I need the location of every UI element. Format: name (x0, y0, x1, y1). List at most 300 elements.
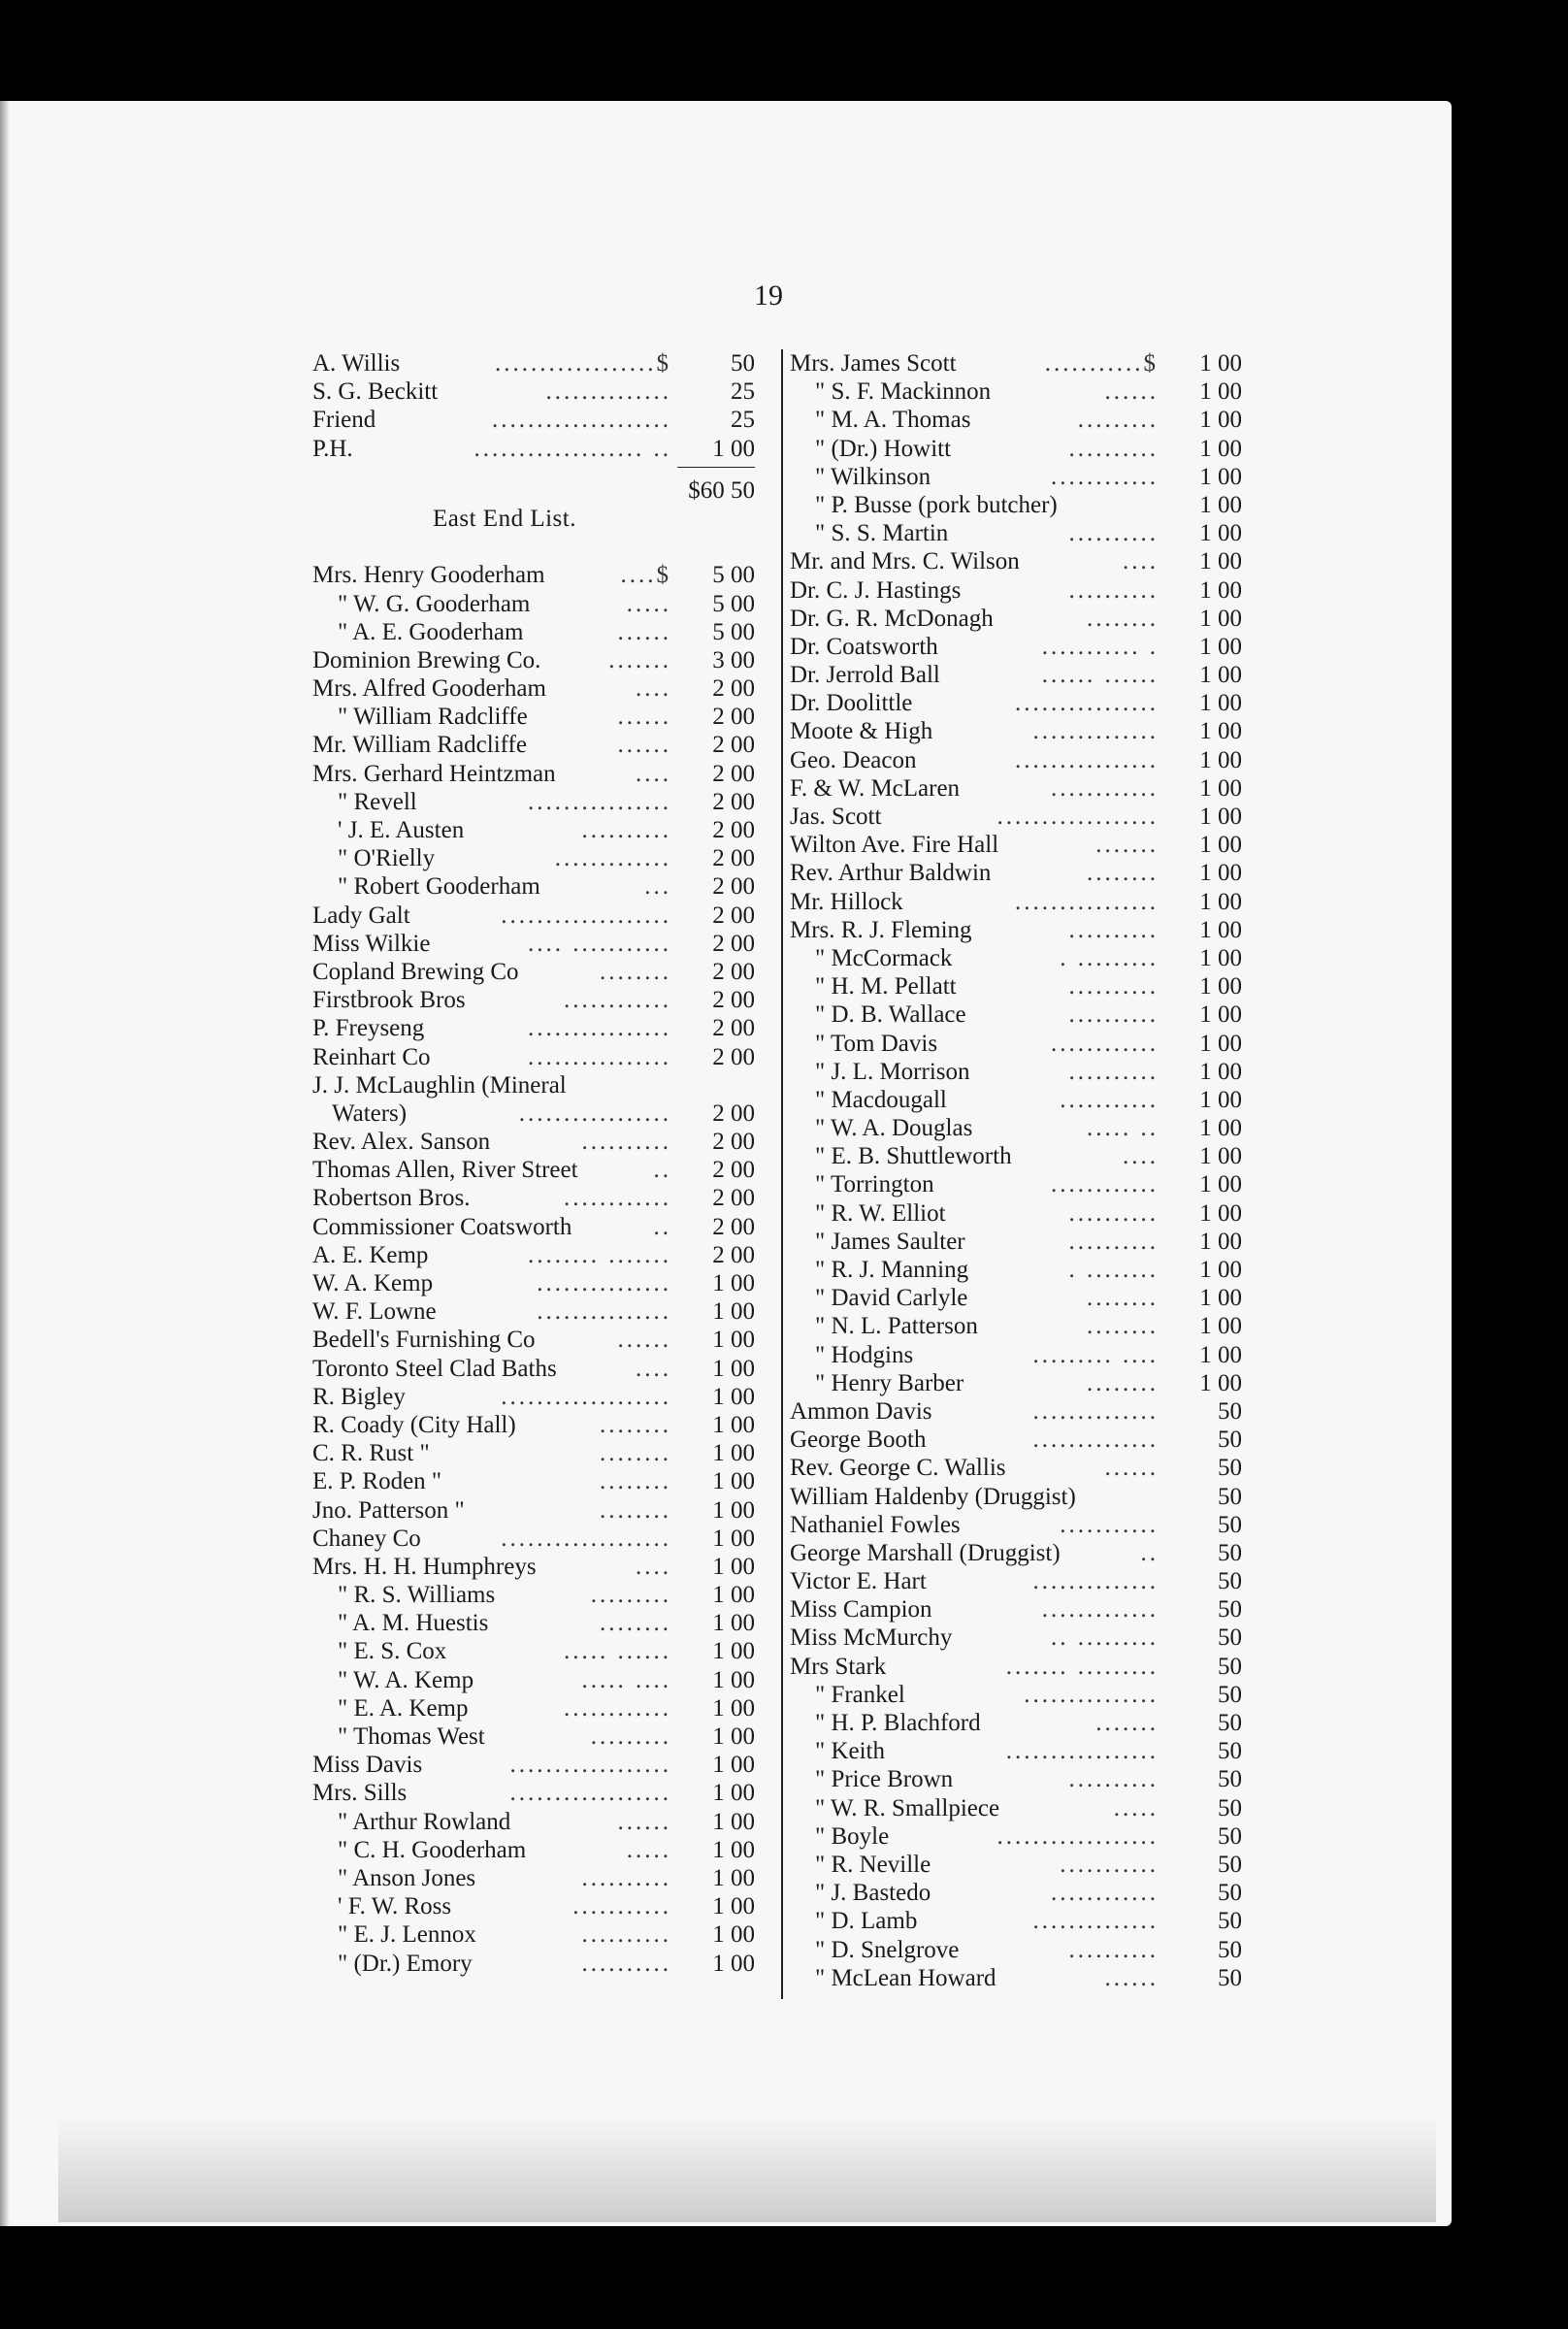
list-item (312, 674, 755, 703)
dot-leader: .......... (581, 1921, 671, 1949)
donor-name: " McLean Howard (815, 1964, 1002, 1992)
donor-name: Mrs. Sills (312, 1779, 412, 1807)
donor-name: " E. S. Cox (338, 1637, 452, 1665)
donor-name: Robertson Bros. (312, 1184, 476, 1212)
donor-name: Miss McMurchy (790, 1624, 958, 1652)
donation-amount: 50 (1218, 1851, 1242, 1878)
list-item (790, 519, 1242, 547)
donor-name: ' F. W. Ross (338, 1892, 457, 1920)
donor-name: Thomas Allen, River Street (312, 1156, 584, 1184)
dot-leader: ............ (1051, 1880, 1159, 1907)
donor-name: " A. E. Gooderham (338, 618, 529, 646)
donation-amount: 1 00 (1199, 1171, 1242, 1198)
donor-name: " R. W. Elliot (815, 1199, 952, 1228)
donation-amount: 1 00 (712, 1270, 755, 1296)
list-item (312, 561, 755, 589)
list-item (312, 844, 755, 872)
donation-amount: 1 00 (1199, 916, 1242, 943)
list-item (790, 803, 1242, 831)
list-item (790, 1000, 1242, 1029)
dot-leader: ................ (528, 788, 671, 815)
donor-name: Dr. Jerrold Ball (790, 661, 946, 689)
donation-amount: 2 00 (712, 817, 755, 843)
donor-name: " J. L. Morrison (815, 1058, 976, 1086)
donor-name: F. & W. McLaren (790, 774, 965, 803)
donor-name: " R. J. Manning (815, 1256, 974, 1284)
donation-amount: 50 (1218, 1766, 1242, 1793)
dot-leader: .......... (1068, 1199, 1159, 1227)
scan-smudge (58, 2116, 1436, 2222)
list-item (312, 760, 755, 788)
donor-name: " D. B. Wallace (815, 1000, 972, 1029)
list-item (790, 576, 1242, 605)
donation-amount: 1 00 (712, 1723, 755, 1750)
list-item (790, 1511, 1242, 1539)
dot-leader: ........ (600, 1440, 671, 1467)
dot-leader: ......... (590, 1723, 671, 1750)
page-gutter-shadow (0, 101, 10, 2226)
list-item (790, 1851, 1242, 1879)
donor-name: P. Freyseng (312, 1014, 430, 1042)
right-column (790, 349, 1242, 1992)
dot-leader: .... (636, 760, 671, 787)
donation-amount: 1 00 (712, 1525, 755, 1552)
dot-leader: .......... (1068, 1228, 1159, 1255)
donation-amount: 1 00 (1199, 888, 1242, 915)
dot-leader: ........ (600, 1610, 671, 1637)
donor-name: Dr. C. J. Hastings (790, 576, 966, 605)
list-item (790, 1397, 1242, 1426)
dot-leader: .............. (1032, 1397, 1159, 1425)
donation-amount: 1 00 (712, 1836, 755, 1863)
dot-leader: .............. (545, 378, 671, 406)
donation-amount: 25 (731, 407, 755, 434)
dot-leader: ........... (1060, 1086, 1159, 1113)
donation-amount: 1 00 (1199, 463, 1242, 490)
list-item (790, 1086, 1242, 1114)
list-item (790, 1369, 1242, 1397)
donor-name: " S. S. Martin (815, 519, 954, 547)
dot-leader: ....... (1095, 1710, 1159, 1736)
donor-name: Mr. William Radcliffe (312, 731, 533, 759)
donor-name: " Thomas West (338, 1722, 491, 1751)
list-item (790, 1595, 1242, 1624)
donation-amount: 1 00 (1199, 378, 1242, 406)
dot-leader: ................ (1015, 690, 1159, 717)
donation-amount: 1 00 (712, 1808, 755, 1835)
donation-amount: 2 00 (712, 1099, 755, 1127)
donation-amount: 1 00 (1199, 690, 1242, 717)
list-item (790, 661, 1242, 689)
list-item (790, 605, 1242, 633)
list-item (312, 1694, 755, 1722)
donation-amount: 50 (1218, 1397, 1242, 1425)
donor-name: " A. M. Huestis (338, 1609, 494, 1637)
donor-name: Miss Campion (790, 1595, 938, 1624)
list-item (312, 1751, 755, 1779)
donor-name: Rev. Arthur Baldwin (790, 859, 996, 887)
dot-leader: ........ (600, 1468, 671, 1495)
dot-leader: ....... (1095, 832, 1159, 859)
donation-amount: 1 00 (712, 1411, 755, 1438)
list-item (312, 1496, 755, 1525)
list-item (312, 1439, 755, 1467)
list-item (790, 633, 1242, 661)
dot-leader: ........ (600, 1496, 671, 1524)
donation-amount: 1 00 (1199, 774, 1242, 802)
dot-leader: ................. (1005, 1738, 1159, 1765)
donor-name: Mrs. Henry Gooderham (312, 561, 551, 589)
donor-name: " D. Snelgrove (815, 1936, 964, 1964)
donation-amount: 1 00 (1199, 804, 1242, 830)
dot-leader: ...... (617, 618, 671, 645)
donor-name: " Torrington (815, 1170, 940, 1198)
dot-leader: .......... (1068, 435, 1159, 462)
donation-amount: 1 00 (1199, 633, 1242, 660)
list-item (790, 746, 1242, 774)
donor-name: Commissioner Coatsworth (312, 1213, 577, 1241)
dot-leader: ......... .... (1032, 1341, 1159, 1368)
donation-amount: 50 (1218, 1710, 1242, 1736)
list-item (790, 547, 1242, 575)
donor-name: " Boyle (815, 1822, 895, 1851)
donor-name: W. A. Kemp (312, 1269, 439, 1297)
donation-amount: 1 00 (1199, 1058, 1242, 1085)
donation-amount: 1 00 (712, 1893, 755, 1920)
list-item (312, 902, 755, 930)
right-entries (790, 349, 1242, 1992)
list-item (312, 788, 755, 816)
donor-name: " H. P. Blachford (815, 1709, 987, 1737)
dot-leader: ............... (537, 1298, 671, 1326)
dot-leader: .............. (1032, 1568, 1159, 1595)
dot-leader: ........ (600, 1411, 671, 1438)
donor-name: " Revell (338, 788, 423, 816)
donation-amount: 50 (1218, 1964, 1242, 1991)
donor-name: Friend (312, 406, 381, 434)
list-item (312, 1383, 755, 1411)
donor-name: Chaney Co (312, 1525, 427, 1553)
section-heading: East End List. (433, 505, 576, 532)
donation-amount: 1 00 (712, 1496, 755, 1524)
donor-name: " E. B. Shuttleworth (815, 1142, 1018, 1170)
donor-name: " M. A. Thomas (815, 406, 976, 434)
donation-amount: 1 00 (712, 1355, 755, 1382)
list-item (312, 349, 755, 377)
donation-amount: 50 (1218, 1880, 1242, 1907)
list-item (790, 1030, 1242, 1058)
donation-amount: 1 00 (1199, 1228, 1242, 1255)
list-item (790, 859, 1242, 887)
donor-name: Mrs. Gerhard Heintzman (312, 760, 562, 788)
left-column (312, 349, 755, 1978)
list-item (312, 1666, 755, 1694)
donor-name: Toronto Steel Clad Baths (312, 1355, 563, 1383)
list-item (790, 1312, 1242, 1340)
dot-leader: .... ........... (528, 930, 671, 957)
donation-amount: 50 (1218, 1936, 1242, 1963)
donation-amount: 1 00 (712, 1864, 755, 1891)
donation-amount: 2 00 (712, 845, 755, 872)
dot-leader: ............ (564, 987, 671, 1014)
list-item (790, 1058, 1242, 1086)
donation-amount: 1 00 (712, 1327, 755, 1354)
donor-name: " E. A. Kemp (338, 1694, 474, 1722)
donation-amount: 50 (1218, 1455, 1242, 1482)
dot-leader: .... (1123, 548, 1159, 575)
donor-name: Mr. and Mrs. C. Wilson (790, 547, 1026, 575)
list-item (312, 1892, 755, 1920)
donation-amount: 1 00 (1199, 662, 1242, 689)
donation-amount: 50 (731, 350, 755, 377)
donor-name: Dr. Doolittle (790, 689, 918, 717)
list-item (312, 646, 755, 674)
dot-leader: ...... (617, 704, 671, 731)
page-number: 19 (754, 279, 783, 312)
list-item (312, 1043, 755, 1071)
dot-leader: ............... (537, 1270, 671, 1296)
list-item (312, 1355, 755, 1383)
donation-amount: 1 00 (712, 1950, 755, 1977)
dot-leader: ........... (572, 1893, 671, 1920)
dot-leader: ...... (617, 732, 671, 759)
donation-amount: 1 00 (712, 1468, 755, 1495)
donation-amount: 1 00 (1199, 1369, 1242, 1396)
donor-name: Ammon Davis (790, 1397, 938, 1426)
dot-leader: .......... (1068, 973, 1159, 1000)
donor-name: " D. Lamb (815, 1907, 923, 1935)
donation-amount: 2 00 (712, 732, 755, 759)
list-item (790, 1879, 1242, 1907)
list-item (790, 1794, 1242, 1822)
donation-amount: 50 (1218, 1539, 1242, 1566)
section-spacer (312, 533, 755, 561)
list-item (312, 1920, 755, 1949)
list-item (312, 1525, 755, 1553)
donation-amount: 2 00 (712, 873, 755, 901)
list-item (312, 958, 755, 986)
donor-name: " McCormack (815, 944, 958, 972)
dot-leader: ....... (608, 646, 671, 673)
dot-leader: .................. (996, 1822, 1159, 1850)
donation-amount: 5 00 (712, 562, 755, 589)
total-amount: $60 50 (688, 476, 755, 504)
donation-amount: 1 00 (1199, 1001, 1242, 1029)
dot-leader: .............. (1032, 718, 1159, 745)
donation-amount: 2 00 (712, 1043, 755, 1070)
dot-leader: ........ (1087, 1313, 1159, 1340)
donor-name: Bedell's Furnishing Co (312, 1326, 541, 1354)
donation-amount: 1 00 (1199, 1313, 1242, 1340)
donation-amount: 1 00 (1199, 944, 1242, 971)
list-item (312, 930, 755, 958)
dot-leader: ....... ......... (1005, 1653, 1159, 1680)
dot-leader: ......... (1077, 407, 1159, 434)
donation-amount: 1 00 (712, 1694, 755, 1722)
dot-leader: ................... .. (474, 435, 671, 462)
donation-amount: 1 00 (1199, 1285, 1242, 1312)
dot-leader: ...... (1104, 1455, 1159, 1482)
donor-name: S. G. Beckitt (312, 377, 443, 406)
donation-amount: 1 00 (712, 1752, 755, 1779)
dot-leader: ........ (600, 958, 671, 985)
donation-amount: 1 00 (1199, 1143, 1242, 1170)
dot-leader: . ........ (1068, 1257, 1159, 1283)
donation-amount: 2 00 (712, 675, 755, 703)
donor-name: Dr. Coatsworth (790, 633, 944, 661)
list-item (312, 435, 755, 463)
list-item (790, 774, 1242, 803)
list-item (790, 1114, 1242, 1142)
column-divider (781, 349, 783, 1999)
donor-name: " C. H. Gooderham (338, 1836, 532, 1864)
list-item (312, 1213, 755, 1241)
donation-amount: 1 00 (712, 1638, 755, 1665)
dot-leader: ...... ...... (1041, 662, 1159, 689)
donor-name: " J. Bastedo (815, 1879, 936, 1907)
donation-amount: 2 00 (712, 902, 755, 929)
donation-amount: 1 00 (712, 1383, 755, 1410)
list-item (312, 986, 755, 1014)
list-item (312, 1099, 755, 1128)
donor-name: " Frankel (815, 1681, 911, 1709)
dot-leader: ........... (1060, 1851, 1159, 1878)
list-item (790, 1142, 1242, 1170)
dot-leader: ................. (518, 1099, 671, 1127)
donation-amount: 2 00 (712, 958, 755, 985)
list-item (790, 1822, 1242, 1851)
donor-name: George Booth (790, 1426, 932, 1454)
list-item (312, 1269, 755, 1297)
list-item (312, 1553, 755, 1581)
donor-name: R. Bigley (312, 1383, 411, 1411)
donation-amount: 1 00 (712, 1582, 755, 1609)
donation-amount: 2 00 (712, 1213, 755, 1240)
list-item (790, 1567, 1242, 1595)
donor-name: J. J. McLaughlin (Mineral (312, 1071, 572, 1099)
list-item (790, 944, 1242, 972)
list-item (312, 816, 755, 844)
dot-leader: ... (644, 873, 671, 901)
dot-leader: .................... (492, 407, 671, 434)
donor-name: Jas. Scott (790, 803, 887, 831)
donor-name: " (Dr.) Howitt (815, 435, 957, 463)
list-item (312, 1411, 755, 1439)
donor-name: Jno. Patterson " (312, 1496, 471, 1525)
donor-name: Nathaniel Fowles (790, 1511, 966, 1539)
list-item (790, 888, 1242, 916)
dot-leader: .......... (581, 1129, 671, 1156)
donation-amount: 50 (1218, 1908, 1242, 1935)
dot-leader: ..................$ (495, 350, 671, 377)
donation-amount: 2 00 (712, 930, 755, 957)
dot-leader: ............ (1051, 1171, 1159, 1198)
donor-name: Rev. George C. Wallis (790, 1454, 1012, 1482)
donation-amount: 50 (1218, 1794, 1242, 1821)
donor-name: " Arthur Rowland (338, 1808, 516, 1836)
list-item (312, 618, 755, 646)
donation-amount: 50 (1218, 1681, 1242, 1708)
donation-amount: 1 00 (1199, 746, 1242, 773)
list-item (312, 406, 755, 434)
dot-leader: ........ ....... (528, 1241, 671, 1268)
donor-name: Moote & High (790, 717, 938, 745)
donor-name: " W. A. Douglas (815, 1114, 978, 1142)
dot-leader: . ......... (1060, 944, 1159, 971)
donation-amount: 50 (1218, 1427, 1242, 1454)
dot-leader: ............ (564, 1185, 671, 1212)
donation-amount: 50 (1218, 1738, 1242, 1765)
list-item (790, 1284, 1242, 1312)
dot-leader: ........ (1087, 860, 1159, 887)
list-item (312, 1014, 755, 1042)
list-item (790, 1653, 1242, 1681)
donor-name: C. R. Rust " (312, 1439, 436, 1467)
list-item (790, 1964, 1242, 1992)
dot-leader: ...... (617, 1808, 671, 1835)
donor-name: " W. A. Kemp (338, 1666, 479, 1694)
total-row (312, 476, 755, 505)
donor-name: Dominion Brewing Co. (312, 646, 546, 674)
list-item (312, 731, 755, 759)
donor-name: " W. R. Smallpiece (815, 1794, 1005, 1822)
dot-leader: .... (1123, 1143, 1159, 1170)
donor-name: Miss Wilkie (312, 930, 436, 958)
donor-name: " O'Rielly (338, 844, 441, 872)
dot-leader: .......... (1068, 1936, 1159, 1963)
donor-name: W. F. Lowne (312, 1297, 442, 1326)
list-item (790, 377, 1242, 406)
list-item (312, 1864, 755, 1892)
dot-leader: .......... (581, 1864, 671, 1891)
donor-name: Rev. Alex. Sanson (312, 1128, 496, 1156)
list-item (790, 1341, 1242, 1369)
donor-name: P.H. (312, 435, 359, 463)
dot-leader: ..... .... (581, 1666, 671, 1693)
dot-leader: ................... (501, 1525, 671, 1552)
donor-name: Mrs. Alfred Gooderham (312, 674, 552, 703)
dot-leader: .. (653, 1213, 671, 1240)
list-item (790, 717, 1242, 745)
dot-leader: ..... .. (1087, 1115, 1159, 1142)
dot-leader: .................. (509, 1752, 671, 1779)
list-item (790, 1681, 1242, 1709)
list-item (312, 1609, 755, 1637)
donor-name: George Marshall (Druggist) (790, 1539, 1066, 1567)
list-item (790, 1199, 1242, 1228)
dot-leader: ..... (626, 590, 671, 617)
donation-amount: 2 00 (712, 1241, 755, 1268)
donation-amount: 25 (731, 378, 755, 406)
dot-leader: .......... (1068, 916, 1159, 943)
donation-amount: 1 00 (712, 1440, 755, 1467)
donor-name: William Haldenby (Druggist) (790, 1483, 1082, 1511)
list-item (790, 1483, 1242, 1511)
donation-amount: 1 00 (1199, 1115, 1242, 1142)
list-item (790, 463, 1242, 491)
list-item (790, 1765, 1242, 1793)
dot-leader: .......... (581, 817, 671, 843)
donor-name: " Anson Jones (338, 1864, 481, 1892)
donation-amount: 1 00 (1199, 1199, 1242, 1227)
dot-leader: ............ (1051, 1030, 1159, 1057)
dot-leader: .............. (1032, 1908, 1159, 1935)
donor-name: A. Willis (312, 349, 406, 377)
dot-leader: .......... (1068, 520, 1159, 547)
donor-name: R. Coady (City Hall) (312, 1411, 522, 1439)
dot-leader: ..... (626, 1836, 671, 1863)
donation-amount: 50 (1218, 1568, 1242, 1595)
